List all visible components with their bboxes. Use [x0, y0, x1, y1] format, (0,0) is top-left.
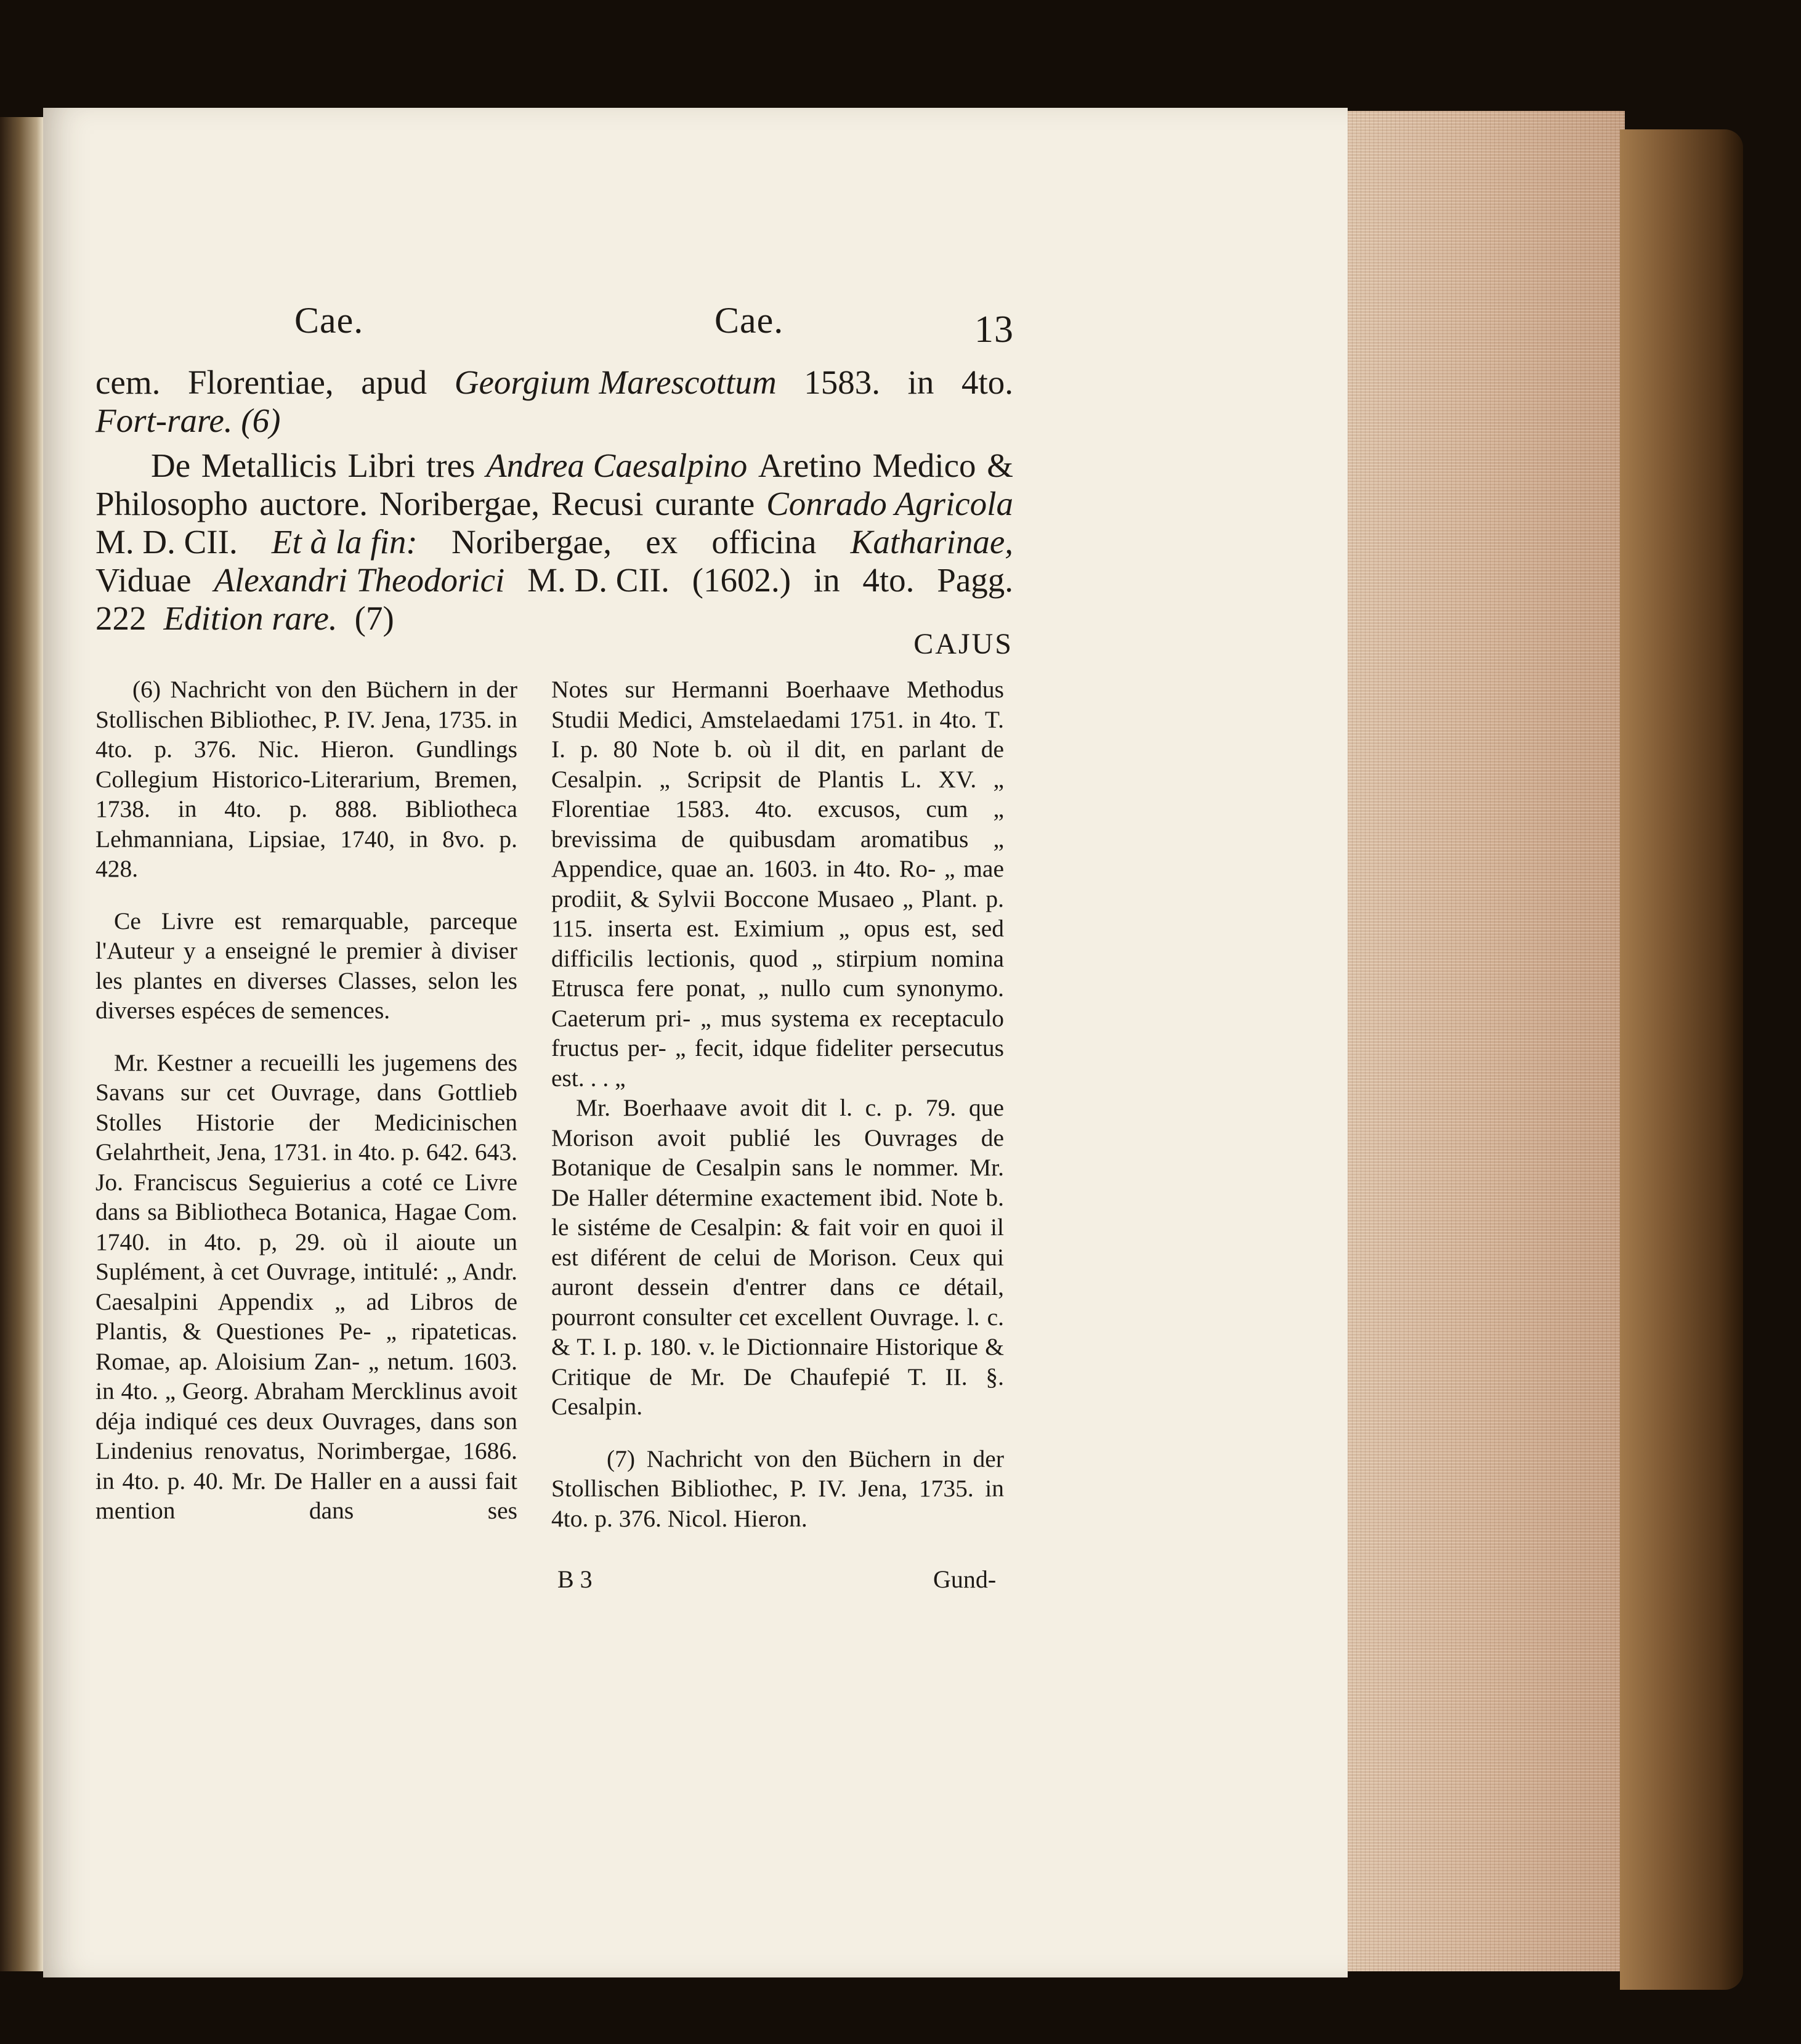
- book-fore-edge: [1348, 111, 1625, 1971]
- main-line-1: [95, 363, 1013, 402]
- year: (1602.): [692, 561, 791, 599]
- printer-name: Katharinae,: [850, 523, 1013, 561]
- format: 4to.: [862, 561, 915, 599]
- word: Libri: [347, 447, 416, 484]
- word: auctore.: [259, 485, 368, 522]
- word: Aretino: [758, 447, 862, 484]
- word: officina: [711, 523, 817, 561]
- main-line-4: [95, 485, 1013, 523]
- year-roman: M. D. CII.: [527, 561, 670, 599]
- word: Recusi: [551, 485, 644, 522]
- word: Et à la fin:: [271, 523, 418, 561]
- note-paragraph: Notes sur Hermanni Boerhaave Methodus Studii Medici, Amstelaedami 1751. in 4to. T. I. p. 80 Note b. où il dit, en parlant de Cesalpin. „ Scripsit de Plantis L. XV. „ Florentiae 1583. 4to. excusos, cum „ brevissima de quibusdam aromatibus „ Appendice, quae an. 1603. in 4to. Ro- „ mae prodiit, & Sylvii Boccone Musaeo „ Plant. p. 115. inserta est. Eximium „ opus est, sed difficilis lectionis, quod „ stirpium nomina Etrusca fere ponat, „ nullo cum synonymo. Caeterum pri- „ mus systema ex receptaculo fructus per- „ fecit, idque fideliter persecutus est. . . „: [551, 676, 1004, 1092]
- word: Pagg.: [937, 561, 1013, 599]
- note-paragraph: Mr. Kestner a recueilli les jugemens des Savans sur cet Ouvrage, dans Gottlieb Stolles Historie der Medicinischen Gelahrtheit, Jena, 1731. in 4to. p. 642. 643. Jo. Franciscus Seguierius a coté ce Livre dans sa Bibliotheca Botanica, Hagae Com. 1740. in 4to. p, 29. où il aioute un Suplément, à cet Ouvrage, intitulé: „ Andr. Caesalpini Appendix „ ad Libros de Plantis, & Questiones Pe- „ ripateticas. Romae, ap. Aloisium Zan- „ netum. 1603. in 4to. „ Georg. Abraham Mercklinus avoit déja indiqué ces deux Ouvrages, dans son Lindenius renovatus, Norimbergae, 1686. in 4to. p. 40. Mr. De Haller en a aussi fait mention dans ses: [95, 1048, 517, 1524]
- signature-mark: B 3: [557, 1565, 593, 1593]
- book-cover-board: [1620, 129, 1743, 1990]
- year: 1583.: [804, 363, 881, 401]
- word: ex: [646, 523, 678, 561]
- word: in: [813, 561, 840, 599]
- page-count: 222: [95, 599, 147, 637]
- year-roman: M. D. CII.: [95, 523, 238, 561]
- catchword: Gund-: [933, 1565, 997, 1593]
- right-column: [551, 675, 1004, 1533]
- author-name: Andrea Caesalpino: [486, 447, 748, 484]
- word: tres: [426, 447, 476, 484]
- footnote-6: (6) Nachricht von den Büchern in der Stollischen Bibliothec, P. IV. Jena, 1735. in 4to. p. 376. Nic. Hieron. Gundlings Collegium Historico-Literarium, Bremen, 1738. in 4to. p. 888. Bibliotheca Lehmanniana, Lipsiae, 1740, in 8vo. p. 428.: [95, 676, 517, 882]
- word: Noribergae,: [379, 485, 540, 522]
- footnote-7: (7) Nachricht von den Büchern in der Stollischen Bibliothec, P. IV. Jena, 1735. in 4to. p. 376. Nicol. Hieron.: [551, 1445, 1004, 1532]
- main-line-5: [95, 523, 1013, 561]
- editor-name: Conrado Agricola: [766, 485, 1013, 522]
- word: Viduae: [95, 561, 192, 599]
- word: Medico: [872, 447, 976, 484]
- page-number: 13: [974, 309, 1014, 351]
- main-line-2: [95, 402, 1013, 440]
- note-paragraph: Mr. Boerhaave avoit dit l. c. p. 79. que Morison avoit publié les Ouvrages de Botanique de Cesalpin sans le nommer. Mr. De Haller détermine exactement ibid. Note b. le sistéme de Cesalpin: & fait voir en quoi il est diférent de celui de Morison. Ceux qui auront dessein d'entrer dans ce détail, pourront consulter cet excellent Ouvrage. l. c. & T. I. p. 180. v. le Dictionnaire Historique & Critique de Mr. De Chaufepié T. II. §. Cesalpin.: [551, 1094, 1004, 1420]
- word: &: [987, 447, 1013, 484]
- rarity-note: Fort-rare. (6): [95, 402, 281, 439]
- author-name: Georgium Marescottum: [454, 363, 777, 401]
- running-head-center: Cae.: [714, 300, 784, 341]
- section-title: CAJUS: [913, 628, 1013, 660]
- format: 4to.: [961, 363, 1013, 401]
- main-line-7: [95, 599, 1013, 638]
- word: cem.: [95, 363, 161, 401]
- rarity-note: Edition rare.: [163, 599, 338, 637]
- note-paragraph: Ce Livre est remarquable, parceque l'Auteur y a enseigné le premier à diviser les plantes en diverses Classes, selon les diverses espéces de semences.: [95, 907, 517, 1024]
- left-column: [95, 675, 517, 1526]
- word: curante: [655, 485, 755, 522]
- word: apud: [361, 363, 427, 401]
- word: Florentiae,: [187, 363, 334, 401]
- running-head-left: Cae.: [294, 300, 364, 341]
- facing-page-edge: [0, 117, 43, 1971]
- word: in: [907, 363, 934, 401]
- word: De: [151, 447, 191, 484]
- word: Noribergae,: [451, 523, 612, 561]
- printer-name: Alexandri Theodorici: [214, 561, 505, 599]
- main-line-6: [95, 561, 1013, 599]
- word: Metallicis: [201, 447, 337, 484]
- word: Philosopho: [95, 485, 248, 522]
- footnote-ref: (7): [354, 599, 394, 637]
- main-line-3: [151, 447, 1013, 485]
